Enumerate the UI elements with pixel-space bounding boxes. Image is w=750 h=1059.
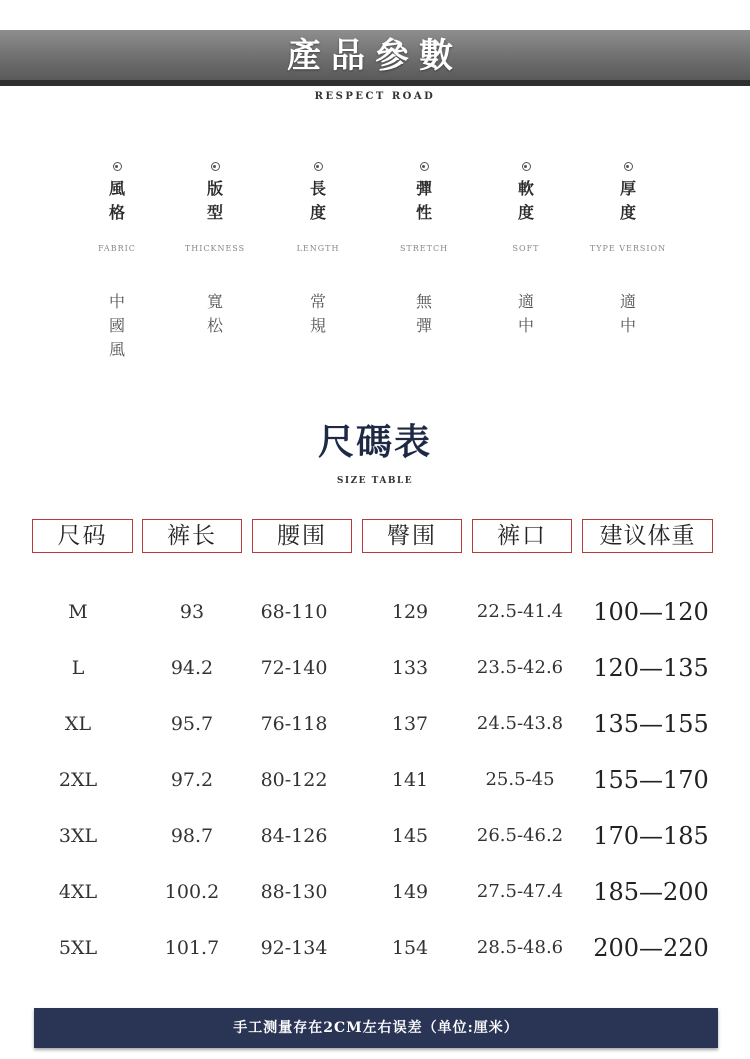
cell-waist: 72-140 bbox=[260, 657, 328, 679]
cell-length: 98.7 bbox=[170, 825, 214, 847]
attribute-english: TYPE VERSION bbox=[589, 244, 667, 253]
page-title: 產品參數 bbox=[287, 36, 463, 76]
cell-hem: 23.5-42.6 bbox=[476, 657, 564, 678]
cell-length: 93 bbox=[179, 601, 205, 623]
attribute-length bbox=[263, 162, 373, 335]
cell-waist: 92-134 bbox=[260, 937, 328, 959]
attribute-english: THICKNESS bbox=[184, 244, 246, 253]
table-row bbox=[0, 592, 750, 632]
cell-waist: 80-122 bbox=[260, 769, 328, 791]
cell-waist: 84-126 bbox=[260, 825, 328, 847]
cell-hip: 149 bbox=[391, 881, 429, 903]
cell-size: 3XL bbox=[58, 825, 98, 847]
cell-hip: 137 bbox=[391, 713, 429, 735]
cell-hem: 26.5-46.2 bbox=[476, 825, 564, 846]
column-header-hem: 裤口 bbox=[472, 519, 572, 553]
attribute-english: SOFT bbox=[512, 244, 540, 253]
bullet-icon bbox=[113, 162, 122, 171]
attribute-english: LENGTH bbox=[296, 244, 340, 253]
cell-weight: 200—220 bbox=[593, 934, 709, 962]
attribute-value: 無彈 bbox=[415, 292, 432, 335]
attribute-name: 風格 bbox=[108, 179, 125, 222]
table-row bbox=[0, 816, 750, 856]
cell-length: 100.2 bbox=[164, 881, 220, 903]
attribute-english: FABRIC bbox=[98, 244, 136, 253]
bullet-icon bbox=[211, 162, 220, 171]
cell-length: 94.2 bbox=[170, 657, 214, 679]
attribute-value: 適中 bbox=[619, 292, 636, 335]
bullet-icon bbox=[522, 162, 531, 171]
attribute-name: 彈性 bbox=[415, 179, 432, 222]
attribute-name: 長度 bbox=[309, 179, 326, 222]
table-row bbox=[0, 760, 750, 800]
table-row bbox=[0, 928, 750, 968]
measurement-note: 手工测量存在2CM左右误差（单位:厘米） bbox=[34, 1008, 718, 1048]
cell-weight: 170—185 bbox=[593, 822, 709, 850]
cell-weight: 100—120 bbox=[593, 598, 709, 626]
column-header-length: 裤长 bbox=[142, 519, 242, 553]
attribute-stretch bbox=[369, 162, 479, 335]
attribute-thickness bbox=[573, 162, 683, 335]
table-row bbox=[0, 872, 750, 912]
attribute-fit bbox=[160, 162, 270, 335]
cell-weight: 185—200 bbox=[593, 878, 709, 906]
cell-size: M bbox=[68, 601, 88, 623]
cell-size: L bbox=[71, 657, 85, 679]
attribute-value: 常規 bbox=[309, 292, 326, 335]
cell-hip: 141 bbox=[391, 769, 429, 791]
cell-hem: 24.5-43.8 bbox=[476, 713, 564, 734]
page-subtitle: RESPECT ROAD bbox=[314, 91, 436, 102]
cell-hem: 27.5-47.4 bbox=[476, 881, 564, 902]
cell-length: 95.7 bbox=[170, 713, 214, 735]
cell-size: 4XL bbox=[58, 881, 98, 903]
table-row bbox=[0, 648, 750, 688]
cell-waist: 76-118 bbox=[260, 713, 328, 735]
cell-hip: 145 bbox=[391, 825, 429, 847]
column-header-waist: 腰围 bbox=[252, 519, 352, 553]
cell-hip: 129 bbox=[391, 601, 429, 623]
cell-length: 101.7 bbox=[164, 937, 220, 959]
attribute-style bbox=[62, 162, 172, 359]
attribute-name: 軟度 bbox=[517, 179, 534, 222]
cell-hem: 22.5-41.4 bbox=[476, 601, 564, 622]
attribute-name: 版型 bbox=[206, 179, 223, 222]
attribute-english: STRETCH bbox=[399, 244, 449, 253]
bullet-icon bbox=[420, 162, 429, 171]
attribute-value: 寬松 bbox=[206, 292, 223, 335]
cell-waist: 68-110 bbox=[260, 601, 328, 623]
size-table-subtitle: SIZE TABLE bbox=[336, 476, 414, 486]
cell-weight: 155—170 bbox=[593, 766, 709, 794]
column-header-size: 尺码 bbox=[32, 519, 133, 553]
cell-hip: 133 bbox=[391, 657, 429, 679]
bullet-icon bbox=[314, 162, 323, 171]
attribute-name: 厚度 bbox=[619, 179, 636, 222]
attribute-value: 適中 bbox=[517, 292, 534, 335]
attribute-softness bbox=[471, 162, 581, 335]
cell-hip: 154 bbox=[391, 937, 429, 959]
cell-size: 5XL bbox=[58, 937, 98, 959]
bullet-icon bbox=[624, 162, 633, 171]
table-row bbox=[0, 704, 750, 744]
cell-length: 97.2 bbox=[170, 769, 214, 791]
attribute-value: 中國風 bbox=[108, 292, 125, 359]
cell-hem: 28.5-48.6 bbox=[476, 937, 564, 958]
cell-weight: 120—135 bbox=[593, 654, 709, 682]
cell-size: XL bbox=[64, 713, 92, 735]
cell-size: 2XL bbox=[58, 769, 98, 791]
cell-waist: 88-130 bbox=[260, 881, 328, 903]
cell-hem: 25.5-45 bbox=[485, 769, 555, 790]
size-table-title: 尺碼表 bbox=[317, 421, 432, 463]
cell-weight: 135—155 bbox=[593, 710, 709, 738]
column-header-weight: 建议体重 bbox=[582, 519, 713, 553]
column-header-hip: 臀围 bbox=[362, 519, 462, 553]
product-attributes bbox=[0, 162, 750, 372]
